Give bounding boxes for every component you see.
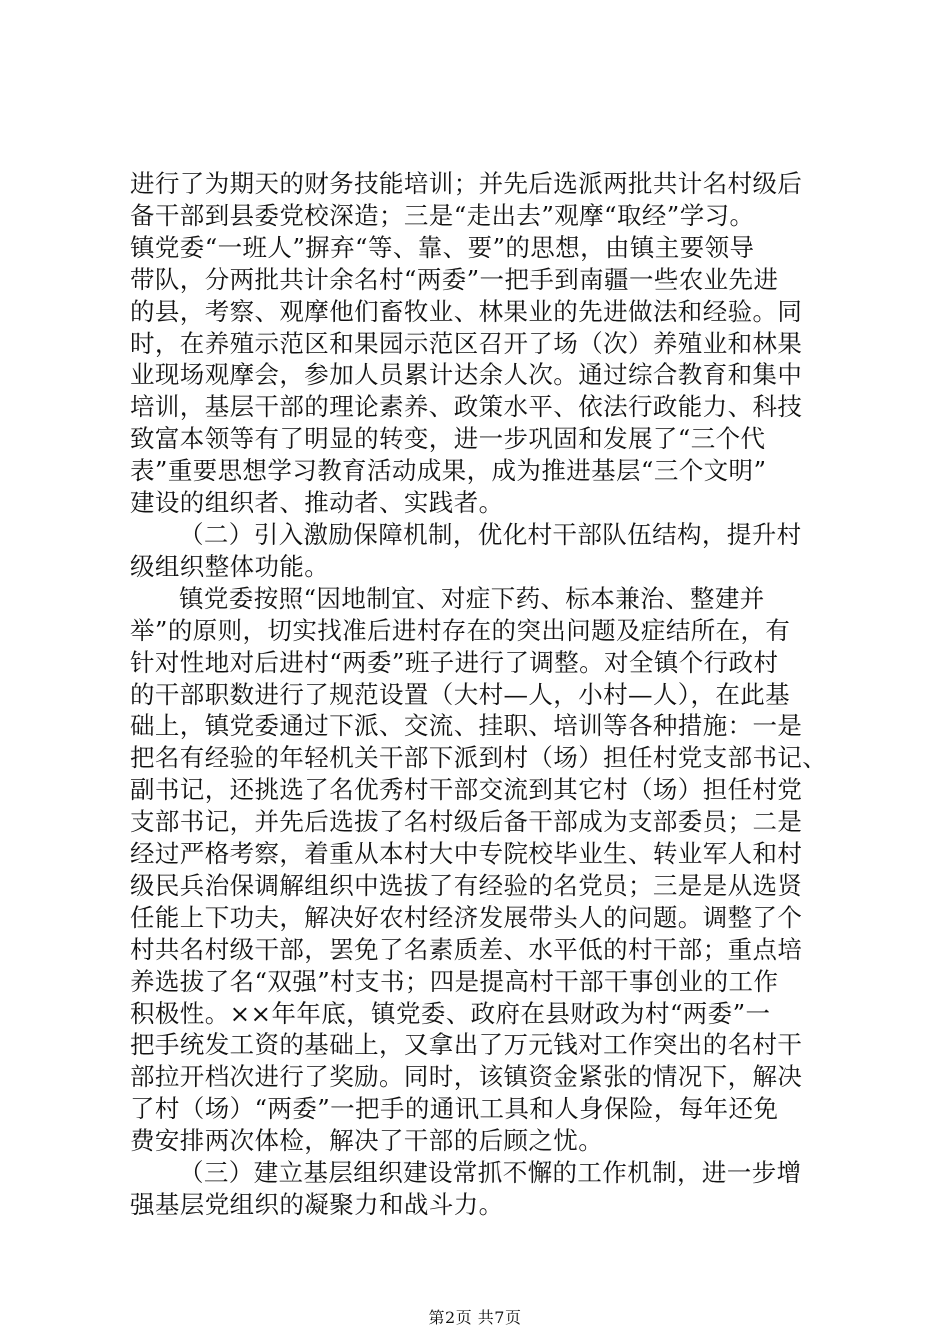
text-line: 建设的组织者、推动者、实践者。 — [130, 488, 504, 518]
text-line: 了村（场）“两委”一把手的通讯工具和人身保险，每年还免 — [130, 1094, 779, 1124]
document-body — [130, 168, 830, 1221]
text-line: 村共名村级干部，罢免了名素质差、水平低的村干部；重点培 — [130, 934, 803, 964]
text-line: 的县，考察、观摩他们畜牧业、林果业的先进做法和经验。同 — [130, 296, 803, 326]
text-line: 针对性地对后进村“两委”班子进行了调整。对全镇个行政村 — [130, 647, 779, 677]
text-line: 费安排两次体检，解决了干部的后顾之忧。 — [130, 1126, 604, 1156]
text-line: 培训，基层干部的理论素养、政策水平、依法行政能力、科技 — [130, 392, 803, 422]
text-line: 的干部职数进行了规范设置（大村—人，小村—人），在此基 — [130, 679, 791, 709]
text-line: 表”重要思想学习教育活动成果，成为推进基层“三个文明” — [130, 456, 767, 486]
text-line: 举”的原则，切实找准后进村存在的突出问题及症结所在，有 — [130, 615, 791, 645]
text-line: 镇党委“一班人”摒弃“等、靠、要”的思想，由镇主要领导 — [130, 232, 755, 262]
paragraph-training-continued — [130, 168, 830, 519]
heading-section-three — [130, 1157, 830, 1221]
paragraph-section-two-body — [130, 583, 830, 1157]
heading-line: （二）引入激励保障机制，优化村干部队伍结构，提升村 — [179, 519, 802, 549]
text-line: 业现场观摩会，参加人员累计达余人次。通过综合教育和集中 — [130, 360, 803, 390]
text-line: 级民兵治保调解组织中选拔了有经验的名党员；三是是从选贤 — [130, 870, 803, 900]
heading-section-two — [130, 519, 830, 583]
text-line: 积极性。××年年底，镇党委、政府在县财政为村“两委”一 — [130, 998, 771, 1028]
heading-line: 级组织整体功能。 — [130, 551, 330, 581]
text-line: 把名有经验的年轻机关干部下派到村（场）担任村党支部书记、 — [130, 743, 828, 773]
text-line: 经过严格考察，着重从本村大中专院校毕业生、转业军人和村 — [130, 839, 803, 869]
text-line: 致富本领等有了明显的转变，进一步巩固和发展了“三个代 — [130, 424, 766, 454]
text-line: 部拉开档次进行了奖励。同时，该镇资金紧张的情况下，解决 — [130, 1062, 803, 1092]
text-line: 础上，镇党委通过下派、交流、挂职、培训等各种措施：一是 — [130, 711, 803, 741]
text-line: 把手统发工资的基础上，又拿出了万元钱对工作突出的名村干 — [130, 1030, 803, 1060]
text-line: 养选拔了名“双强”村支书；四是提高村干部干事创业的工作 — [130, 966, 779, 996]
page-number-footer: 第2页 共7页 — [428, 1308, 522, 1327]
heading-line: 强基层党组织的凝聚力和战斗力。 — [130, 1190, 504, 1219]
text-line: 副书记，还挑选了名优秀村干部交流到其它村（场）担任村党 — [130, 775, 803, 805]
text-line: 时，在养殖示范区和果园示范区召开了场（次）养殖业和林果 — [130, 328, 803, 358]
text-line: 备干部到县委党校深造；三是“走出去”观摩“取经”学习。 — [130, 200, 755, 230]
heading-line: （三）建立基层组织建设常抓不懈的工作机制，进一步增 — [179, 1158, 802, 1188]
text-line: 任能上下功夫，解决好农村经济发展带头人的问题。调整了个 — [130, 902, 803, 932]
text-line: 支部书记，并先后选拔了名村级后备干部成为支部委员；二是 — [130, 807, 803, 837]
text-line: 带队，分两批共计余名村“两委”一把手到南疆一些农业先进 — [130, 264, 779, 294]
text-line: 镇党委按照“因地制宜、对症下药、标本兼治、整建并 — [179, 583, 765, 613]
text-line: 进行了为期天的财务技能培训；并先后选派两批共计名村级后 — [130, 169, 803, 198]
